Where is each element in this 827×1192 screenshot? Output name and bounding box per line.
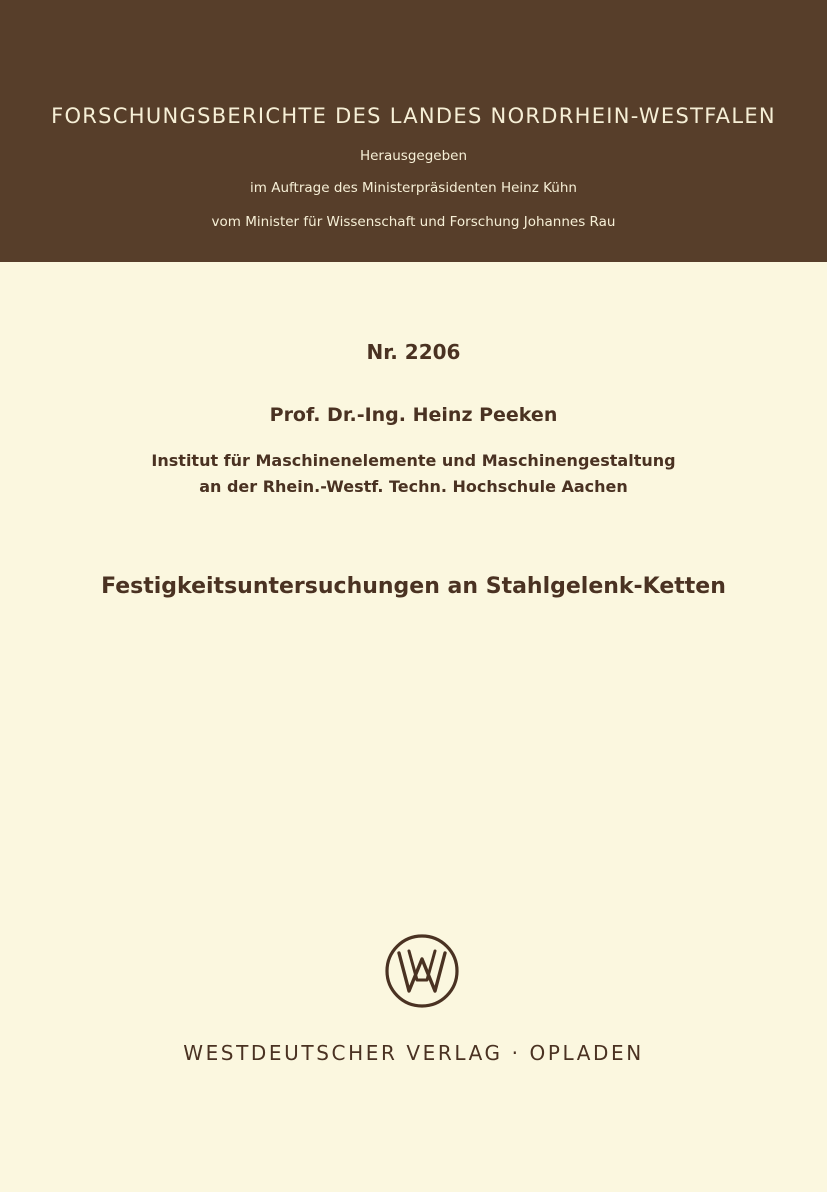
author: Prof. Dr.-Ing. Heinz Peeken (269, 404, 558, 426)
institute-line-1: Institut für Maschinenelemente und Maschinengestaltung (151, 451, 676, 470)
publisher-name: WESTDEUTSCHER VERLAG · OPLADEN (183, 1041, 644, 1065)
wv-publisher-logo-icon (384, 933, 460, 1009)
series-title: FORSCHUNGSBERICHTE DES LANDES NORDRHEIN-WESTFALEN (51, 104, 776, 128)
header-band (0, 0, 827, 262)
book-title: Festigkeitsuntersuchungen an Stahlgelenk-Ketten (101, 574, 726, 599)
institute-line-2: an der Rhein.-Westf. Techn. Hochschule Aachen (199, 477, 628, 496)
report-number: Nr. 2206 (366, 340, 461, 364)
editor-line-2: im Auftrage des Ministerpräsidenten Heinz Kühn (250, 180, 577, 196)
editor-line-3: vom Minister für Wissenschaft und Forschung Johannes Rau (211, 214, 616, 230)
editor-line-1: Herausgegeben (359, 148, 468, 164)
